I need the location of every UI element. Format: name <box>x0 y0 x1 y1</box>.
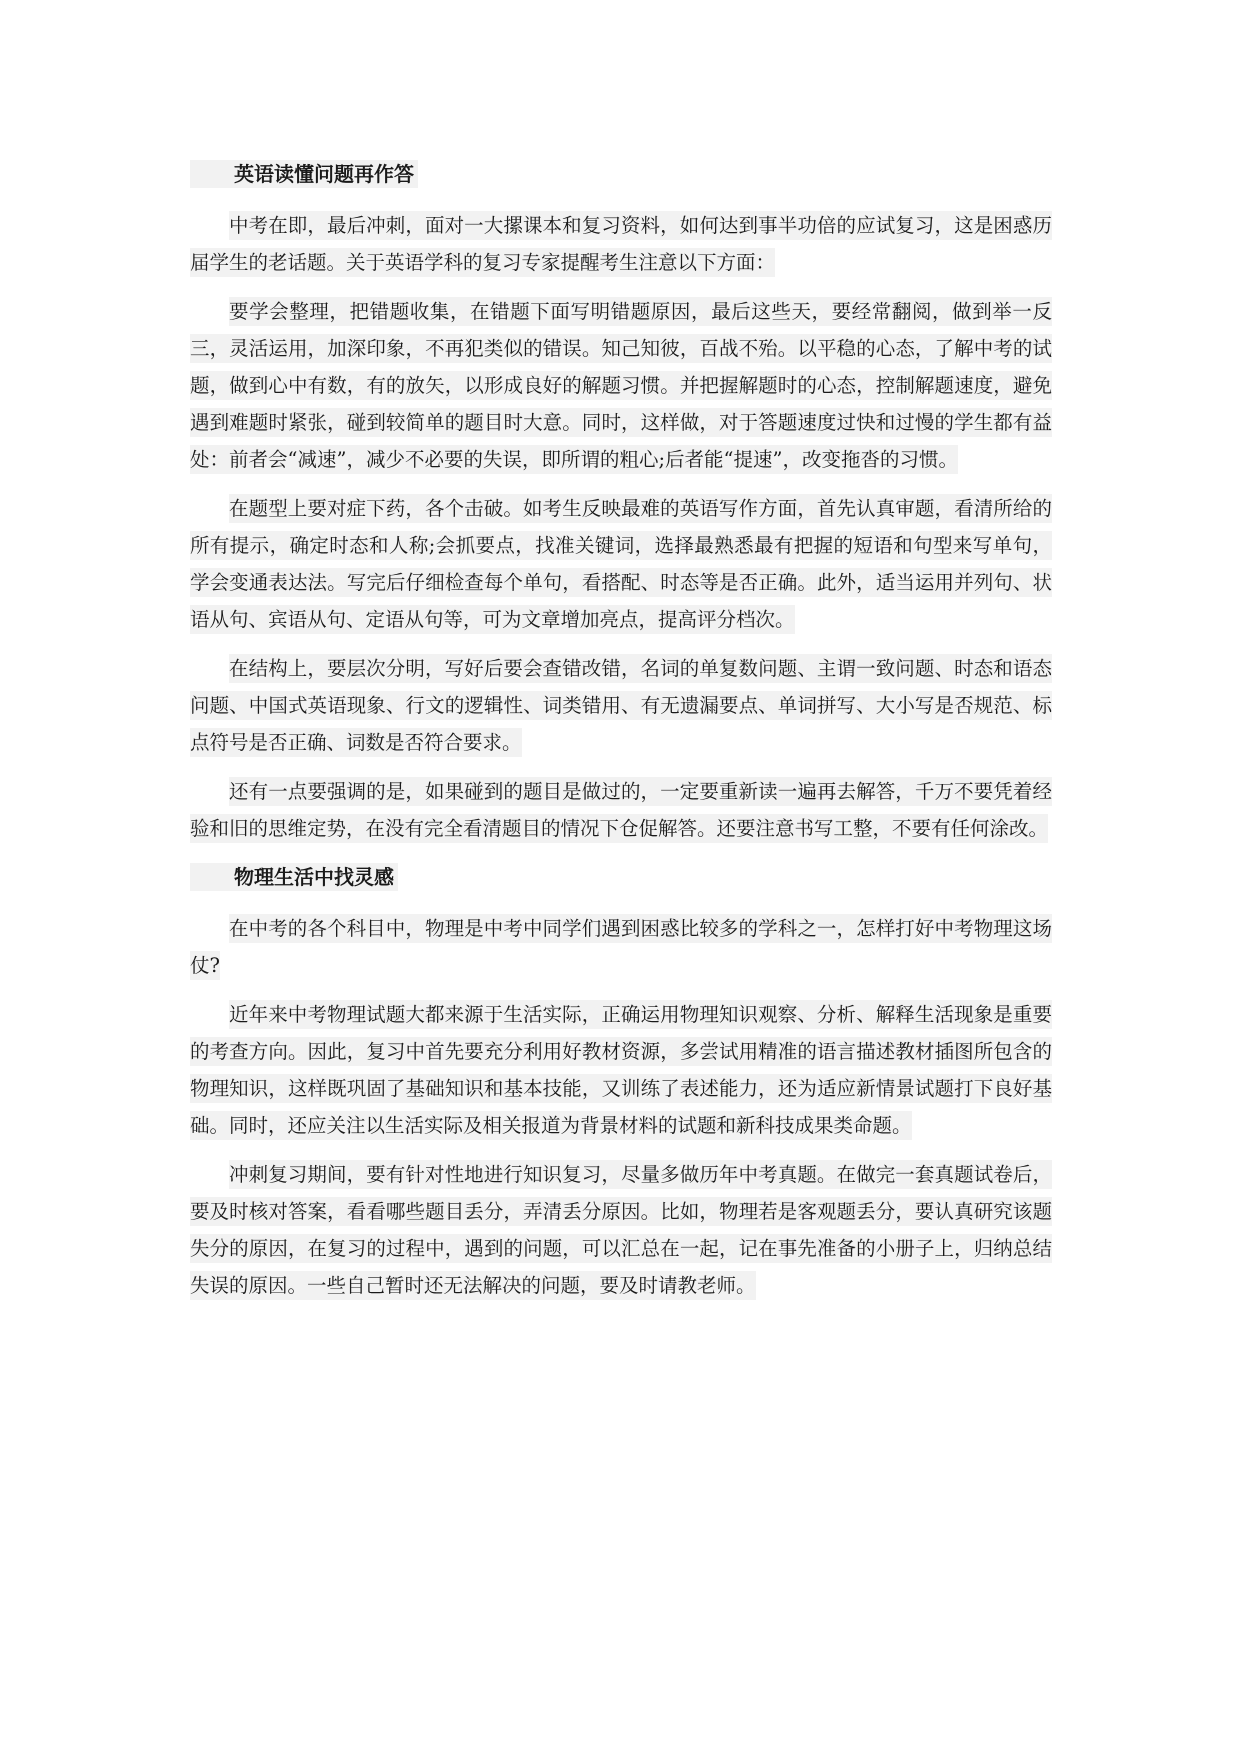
paragraph: 在中考的各个科目中，物理是中考中同学们遇到困惑比较多的学科之一，怎样打好中考物理这场仗? <box>190 910 1052 984</box>
section-heading-physics: 物理生活中找灵感 <box>190 859 1052 896</box>
paragraph: 要学会整理，把错题收集，在错题下面写明错题原因，最后这些天，要经常翻阅，做到举一反三，灵活运用，加深印象，不再犯类似的错误。知己知彼，百战不殆。以平稳的心态，了解中考的试题，做到心中有数，有的放矢，以形成良好的解题习惯。并把握解题时的心态，控制解题速度，避免遇到难题时紧张，碰到较简单的题目时大意。同时，这样做，对于答题速度过快和过慢的学生都有益处：前者会“减速”，减少不必要的失误，即所谓的粗心;后者能“提速”，改变拖沓的习惯。 <box>190 293 1052 478</box>
paragraph: 冲刺复习期间，要有针对性地进行知识复习，尽量多做历年中考真题。在做完一套真题试卷后，要及时核对答案，看看哪些题目丢分，弄清丢分原因。比如，物理若是客观题丢分，要认真研究该题失分的原因，在复习的过程中，遇到的问题，可以汇总在一起，记在事先准备的小册子上，归纳总结失误的原因。一些自己暂时还无法解决的问题，要及时请教老师。 <box>190 1156 1052 1304</box>
paragraph: 在结构上，要层次分明，写好后要会查错改错，名词的单复数问题、主谓一致问题、时态和语态问题、中国式英语现象、行文的逻辑性、词类错用、有无遗漏要点、单词拼写、大小写是否规范、标点符号是否正确、词数是否符合要求。 <box>190 650 1052 761</box>
paragraph: 还有一点要强调的是，如果碰到的题目是做过的，一定要重新读一遍再去解答，千万不要凭着经验和旧的思维定势，在没有完全看清题目的情况下仓促解答。还要注意书写工整，不要有任何涂改。 <box>190 773 1052 847</box>
paragraph: 在题型上要对症下药，各个击破。如考生反映最难的英语写作方面，首先认真审题，看清所给的所有提示，确定时态和人称;会抓要点，找准关键词，选择最熟悉最有把握的短语和句型来写单句，学会变通表达法。写完后仔细检查每个单句，看搭配、时态等是否正确。此外，适当运用并列句、状语从句、宾语从句、定语从句等，可为文章增加亮点，提高评分档次。 <box>190 490 1052 638</box>
paragraph: 近年来中考物理试题大都来源于生活实际，正确运用物理知识观察、分析、解释生活现象是重要的考查方向。因此，复习中首先要充分利用好教材资源，多尝试用精准的语言描述教材插图所包含的物理知识，这样既巩固了基础知识和基本技能，又训练了表述能力，还为适应新情景试题打下良好基础。同时，还应关注以生活实际及相关报道为背景材料的试题和新科技成果类命题。 <box>190 996 1052 1144</box>
paragraph: 中考在即，最后冲刺，面对一大摞课本和复习资料，如何达到事半功倍的应试复习，这是困惑历届学生的老话题。关于英语学科的复习专家提醒考生注意以下方面： <box>190 207 1052 281</box>
document-page <box>190 156 1052 1316</box>
section-heading-english: 英语读懂问题再作答 <box>190 156 1052 193</box>
